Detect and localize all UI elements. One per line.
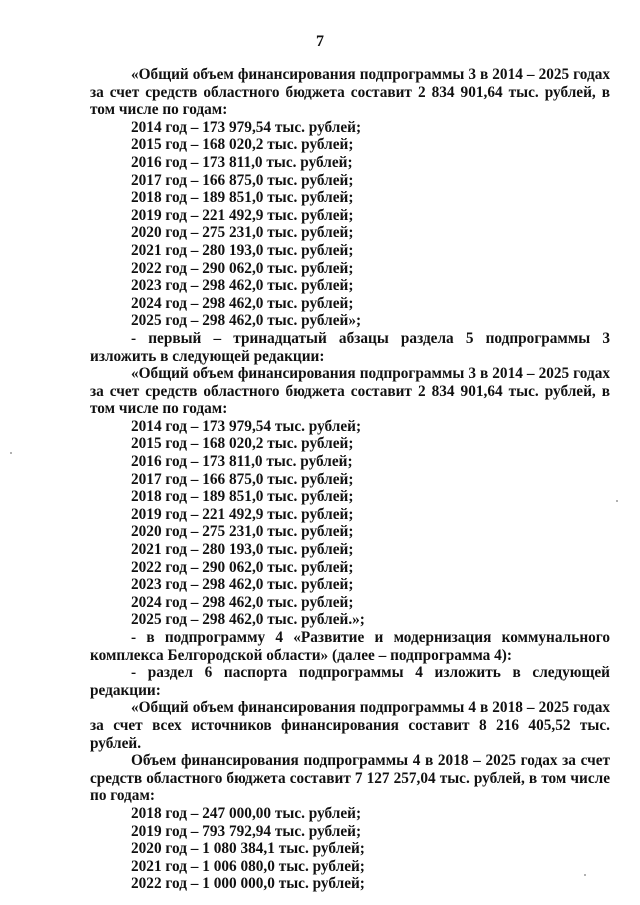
year-line: 2020 год – 275 231,0 тыс. рублей; <box>131 523 354 541</box>
year-line: 2015 год – 168 020,2 тыс. рублей; <box>131 136 354 154</box>
total-funding-paragraph: «Общий объем финансирования подпрограммы 4 в 2018 – 2025 годах за счет всех источников финансирования составит 8 216 405,52 тыс. рублей. <box>90 699 610 752</box>
year-line: 2025 год – 298 462,0 тыс. рублей.»; <box>131 611 365 629</box>
year-line: 2021 год – 280 193,0 тыс. рублей; <box>131 241 354 259</box>
year-line: 2018 год – 189 851,0 тыс. рублей; <box>131 189 354 207</box>
instruction-section5: - первый – тринадцатый абзацы раздела 5 подпрограммы 3 изложить в следующей редакции: <box>90 329 610 365</box>
scan-speck <box>616 500 618 502</box>
year-line: 2021 год – 280 193,0 тыс. рублей; <box>131 541 354 559</box>
year-line: 2019 год – 793 792,94 тыс. рублей; <box>131 822 362 840</box>
year-line: 2017 год – 166 875,0 тыс. рублей; <box>131 470 354 488</box>
scan-speck <box>10 452 12 454</box>
year-line: 2015 год – 168 020,2 тыс. рублей; <box>131 435 354 453</box>
year-line: 2017 год – 166 875,0 тыс. рублей; <box>131 171 354 189</box>
year-line: 2016 год – 173 811,0 тыс. рублей; <box>131 153 353 171</box>
scan-speck <box>584 874 586 876</box>
year-line: 2014 год – 173 979,54 тыс. рублей; <box>131 118 362 136</box>
block2-year-list <box>90 418 610 629</box>
year-line: 2016 год – 173 811,0 тыс. рублей; <box>131 453 353 471</box>
year-line: 2022 год – 1 000 000,0 тыс. рублей; <box>131 875 365 893</box>
block2-intro: «Общий объем финансирования подпрограммы 3 в 2014 – 2025 годах за счет средств областного бюджета составит 2 834 901,64 тыс. рублей, в том числе по годам: <box>90 365 610 418</box>
year-line: 2025 год – 298 462,0 тыс. рублей»; <box>131 312 362 330</box>
instruction-section6: - раздел 6 паспорта подпрограммы 4 изложить в следующей редакции: <box>90 664 610 699</box>
subprogram4-year-list <box>90 805 610 893</box>
block1-intro: «Общий объем финансирования подпрограммы 3 в 2014 – 2025 годах за счет средств областного бюджета составит 2 834 901,64 тыс. рублей, в том числе по годам: <box>90 66 610 119</box>
year-line: 2019 год – 221 492,9 тыс. рублей; <box>131 206 354 224</box>
year-line: 2020 год – 275 231,0 тыс. рублей; <box>131 224 354 242</box>
year-line: 2014 год – 173 979,54 тыс. рублей; <box>131 417 362 435</box>
year-line: 2022 год – 290 062,0 тыс. рублей; <box>131 558 354 576</box>
year-line: 2019 год – 221 492,9 тыс. рублей; <box>131 505 354 523</box>
year-line: 2024 год – 298 462,0 тыс. рублей; <box>131 294 354 312</box>
year-line: 2021 год – 1 006 080,0 тыс. рублей; <box>131 857 365 875</box>
regional-funding-paragraph: Объем финансирования подпрограммы 4 в 2018 – 2025 годах за счет средств областного бюджета составит 7 127 257,04 тыс. рублей, в том числе по годам: <box>90 752 610 805</box>
year-line: 2020 год – 1 080 384,1 тыс. рублей; <box>131 840 365 858</box>
year-line: 2018 год – 247 000,00 тыс. рублей; <box>131 804 362 822</box>
year-line: 2018 год – 189 851,0 тыс. рублей; <box>131 488 354 506</box>
block1-year-list <box>90 119 610 330</box>
year-line: 2023 год – 298 462,0 тыс. рублей; <box>131 277 354 295</box>
instruction-subprogram4: - в подпрограмму 4 «Развитие и модернизация коммунального комплекса Белгородской области» (далее – подпрограмма 4): <box>90 629 610 664</box>
year-line: 2024 год – 298 462,0 тыс. рублей; <box>131 593 354 611</box>
page-number: 7 <box>316 33 324 50</box>
year-line: 2023 год – 298 462,0 тыс. рублей; <box>131 576 354 594</box>
year-line: 2022 год – 290 062,0 тыс. рублей; <box>131 259 354 277</box>
document-body <box>90 66 610 893</box>
